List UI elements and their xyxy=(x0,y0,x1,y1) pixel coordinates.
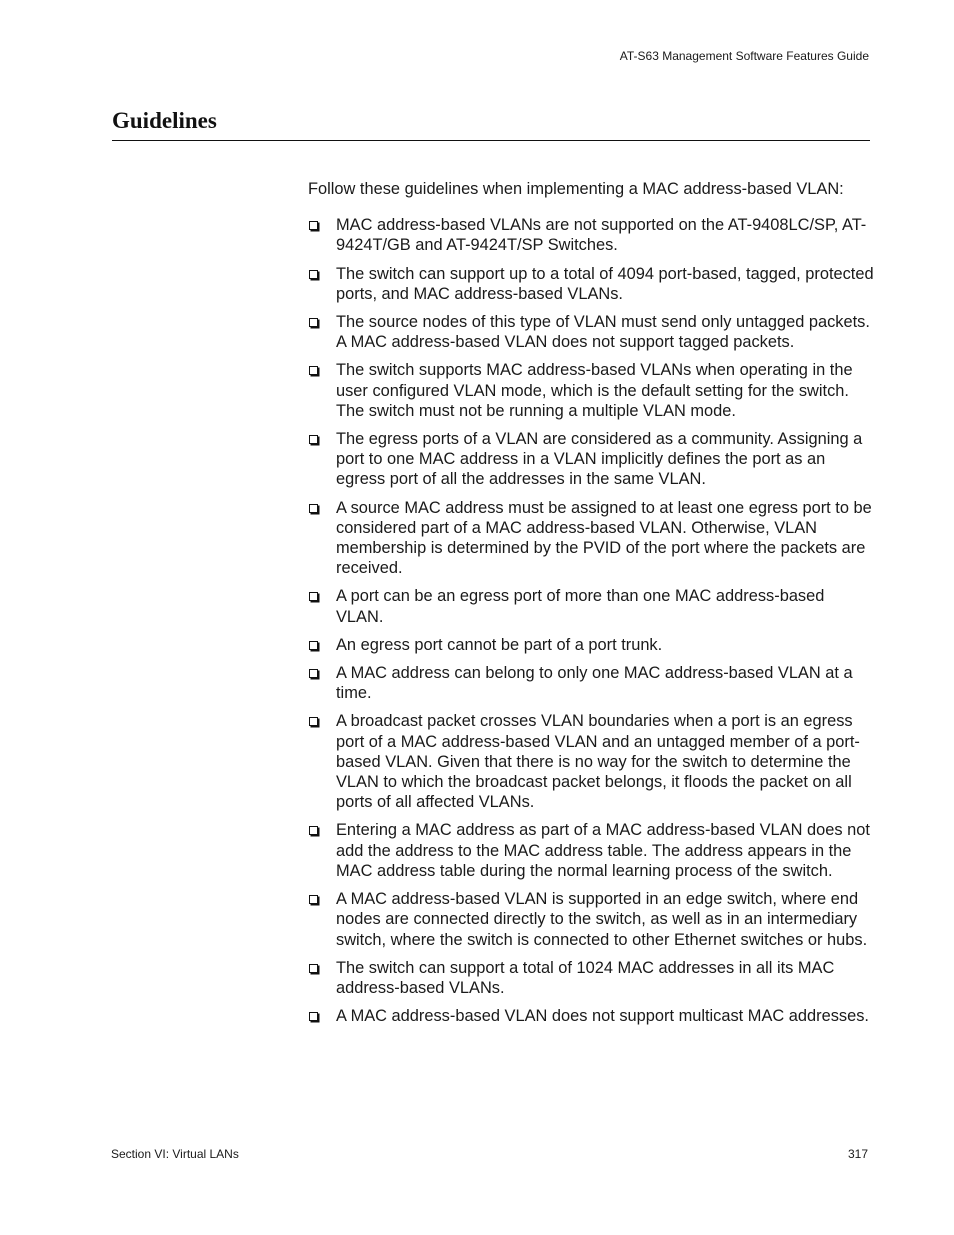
checkbox-bullet-icon xyxy=(309,318,318,327)
guideline-item xyxy=(308,215,874,255)
guideline-text: A source MAC address must be assigned to at least one egress port to be considered part of a MAC address-based VLAN. Otherwise, VLAN membership is determined by the PVID of the port where the packets are received. xyxy=(336,498,872,578)
guideline-item xyxy=(308,958,874,998)
intro-paragraph: Follow these guidelines when implementing a MAC address-based VLAN: xyxy=(308,180,844,198)
guideline-item xyxy=(308,429,874,490)
guideline-item xyxy=(308,711,874,812)
guideline-item xyxy=(308,312,874,352)
checkbox-bullet-icon xyxy=(309,270,318,279)
checkbox-bullet-icon xyxy=(309,964,318,973)
heading-rule xyxy=(112,140,870,141)
guideline-text: MAC address-based VLANs are not supported on the AT-9408LC/SP, AT-9424T/GB and AT-9424T/SP Switches. xyxy=(336,216,867,255)
guideline-text: The switch can support up to a total of 4094 port-based, tagged, protected ports, and MAC address-based VLANs. xyxy=(336,264,874,303)
guideline-text: A MAC address-based VLAN is supported in an edge switch, where end nodes are connected directly to the switch, as well as in an intermediary switch, where the switch is connected to other Ethernet switches or hubs. xyxy=(336,890,868,949)
guideline-item xyxy=(308,663,874,703)
guideline-item xyxy=(308,264,874,304)
checkbox-bullet-icon xyxy=(309,669,318,678)
checkbox-bullet-icon xyxy=(309,221,318,230)
guideline-text: A MAC address-based VLAN does not support multicast MAC addresses. xyxy=(336,1007,869,1026)
guideline-item xyxy=(308,820,874,881)
guideline-text: A MAC address can belong to only one MAC address-based VLAN at a time. xyxy=(336,664,853,703)
guideline-text: The switch supports MAC address-based VLANs when operating in the user configured VLAN mode, which is the default setting for the switch. The switch must not be running a multiple VLAN mode. xyxy=(336,361,853,420)
checkbox-bullet-icon xyxy=(309,1012,318,1021)
guideline-text: Entering a MAC address as part of a MAC address-based VLAN does not add the address to the MAC address table. The address appears in the MAC address table during the normal learning process of the switch. xyxy=(336,821,870,880)
checkbox-bullet-icon xyxy=(309,592,318,601)
guideline-text: An egress port cannot be part of a port trunk. xyxy=(336,635,663,654)
guideline-text: A port can be an egress port of more than one MAC address-based VLAN. xyxy=(336,587,825,626)
footer-page-number: 317 xyxy=(847,1147,868,1161)
guideline-item xyxy=(308,635,874,655)
checkbox-bullet-icon xyxy=(309,435,318,444)
checkbox-bullet-icon xyxy=(309,895,318,904)
checkbox-bullet-icon xyxy=(309,366,318,375)
section-title: Guidelines xyxy=(112,108,217,133)
checkbox-bullet-icon xyxy=(309,826,318,835)
guideline-text: The egress ports of a VLAN are considered as a community. Assigning a port to one MAC address in a VLAN implicitly defines the port as an egress port of all the addresses in the same VLAN. xyxy=(336,430,863,489)
checkbox-bullet-icon xyxy=(309,641,318,650)
guideline-text: A broadcast packet crosses VLAN boundaries when a port is an egress port of a MAC address-based VLAN and an untagged member of a port-based VLAN. Given that there is no way for the switch to determine the VLAN to which the broadcast packet belongs, it floods the packet on all ports of all affected VLANs. xyxy=(336,712,860,812)
guideline-text: The switch can support a total of 1024 MAC addresses in all its MAC address-based VLANs. xyxy=(336,958,835,997)
guideline-item xyxy=(308,498,874,579)
guideline-item xyxy=(308,360,874,421)
guideline-item xyxy=(308,586,874,626)
guideline-text: The source nodes of this type of VLAN must send only untagged packets. A MAC address-based VLAN does not support tagged packets. xyxy=(336,313,870,352)
guideline-list xyxy=(308,215,874,1026)
section-body xyxy=(308,179,874,1034)
footer-section-label: Section VI: Virtual LANs xyxy=(111,1147,239,1161)
guideline-item xyxy=(308,889,874,950)
running-header-title: AT-S63 Management Software Features Guide xyxy=(619,49,869,63)
checkbox-bullet-icon xyxy=(309,717,318,726)
checkbox-bullet-icon xyxy=(309,504,318,513)
guideline-item xyxy=(308,1006,874,1026)
